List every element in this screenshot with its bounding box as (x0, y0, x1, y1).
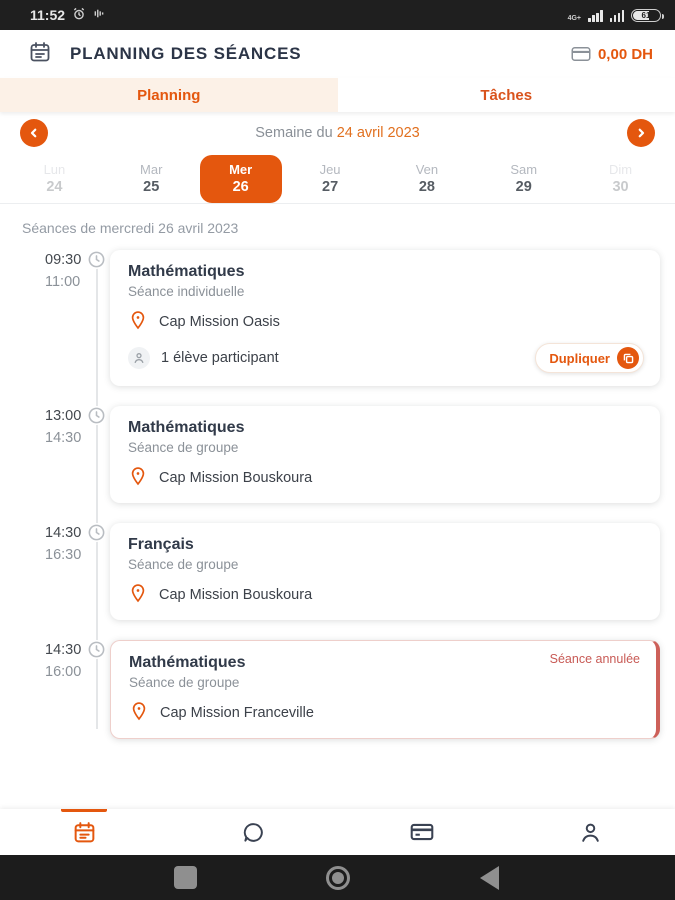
signal-icon-sim2 (610, 10, 625, 22)
wallet-balance[interactable] (571, 46, 653, 63)
back-button[interactable] (414, 866, 566, 890)
week-navigation (0, 112, 675, 154)
location-pin-icon (129, 701, 149, 725)
status-bar (0, 0, 675, 30)
nav-item-payments[interactable] (338, 809, 507, 855)
day-name: Mar (140, 162, 163, 177)
end-time: 16:00 (45, 664, 82, 680)
session-card[interactable] (110, 406, 660, 503)
session-type: Séance de groupe (129, 675, 240, 690)
day-sessions-title: Séances de mercredi 26 avril 2023 (22, 220, 239, 236)
session-location: Cap Mission Oasis (159, 314, 280, 330)
day-number: 27 (322, 179, 339, 195)
previous-week-button[interactable] (20, 119, 48, 147)
nav-item-profile[interactable] (506, 809, 675, 855)
app-body (0, 30, 675, 855)
session-card[interactable] (110, 640, 660, 739)
duplicate-button-label: Dupliquer (549, 350, 610, 366)
session-subject: Mathématiques (128, 419, 245, 436)
nav-item-messages[interactable] (169, 809, 338, 855)
card-icon (409, 819, 435, 845)
day-dim-30[interactable] (572, 156, 669, 202)
cancelled-badge: Séance annulée (549, 652, 640, 666)
day-name: Ven (415, 162, 439, 177)
session-row (0, 250, 675, 386)
session-times (45, 525, 81, 563)
participants-count: 1 élève participant (161, 350, 279, 366)
chevron-right-icon (635, 127, 647, 139)
session-location: Cap Mission Bouskoura (159, 587, 313, 603)
day-mer-26[interactable] (200, 155, 282, 203)
clock-icon (87, 523, 106, 542)
day-number: 30 (612, 179, 629, 195)
session-subject: Français (128, 536, 194, 553)
session-card[interactable] (110, 250, 660, 386)
day-name: Dim (609, 162, 633, 177)
participants-icon (128, 347, 150, 369)
day-number: 28 (418, 179, 435, 195)
end-time: 11:00 (45, 274, 81, 290)
sessions-timeline (0, 242, 675, 739)
status-time: 11:52 (30, 7, 66, 23)
duplicate-button[interactable] (535, 343, 644, 373)
network-type-label: 4G+ (567, 14, 581, 22)
start-time: 14:30 (45, 642, 82, 658)
tab-planning[interactable]: Planning (0, 78, 338, 112)
recents-square-icon (174, 866, 197, 889)
session-type: Séance de groupe (128, 557, 239, 572)
day-lun-24[interactable] (6, 156, 103, 202)
balance-amount: 0,00 DH (597, 45, 653, 63)
day-name: Mer (229, 162, 253, 177)
end-time: 14:30 (45, 430, 82, 446)
alarm-icon (72, 7, 86, 24)
session-location: Cap Mission Bouskoura (159, 470, 313, 486)
session-type: Séance de groupe (128, 440, 239, 455)
chevron-left-icon (28, 127, 40, 139)
day-number: 25 (143, 179, 160, 195)
battery-percent: 61 (641, 10, 651, 20)
session-location: Cap Mission Franceville (160, 705, 314, 721)
session-type: Séance individuelle (128, 284, 245, 299)
location-pin-icon (128, 583, 148, 607)
calendar-icon (72, 820, 97, 845)
session-row (0, 523, 675, 620)
start-time: 13:00 (45, 408, 82, 424)
vibrate-icon (93, 7, 106, 23)
start-time: 09:30 (45, 252, 82, 268)
tab-taches[interactable]: Tâches (338, 78, 675, 112)
android-navigation-bar (0, 855, 675, 900)
active-tab-indicator (61, 809, 107, 812)
day-selector (0, 154, 675, 204)
app-header (0, 30, 675, 78)
home-circle-icon (326, 866, 350, 890)
day-number: 24 (46, 179, 63, 195)
location-pin-icon (128, 466, 148, 490)
session-row (0, 640, 675, 739)
chat-icon (241, 820, 266, 845)
week-date: 24 avril 2023 (336, 125, 420, 141)
clock-icon (87, 406, 106, 425)
home-button[interactable] (262, 866, 414, 890)
back-triangle-icon (480, 866, 499, 890)
page-title: PLANNING DES SÉANCES (70, 44, 302, 63)
tab-bar (0, 78, 675, 112)
person-icon (578, 820, 603, 845)
nav-item-planning[interactable] (0, 809, 169, 855)
clock-icon (87, 250, 106, 269)
session-row (0, 406, 675, 503)
location-pin-icon (128, 310, 148, 334)
session-times (45, 642, 81, 680)
calendar-header-icon (28, 40, 52, 69)
session-times (45, 252, 81, 290)
recents-button[interactable] (110, 866, 262, 889)
day-name: Lun (43, 162, 66, 177)
day-jeu-27[interactable] (282, 156, 379, 202)
day-ven-28[interactable] (378, 156, 475, 202)
session-card[interactable] (110, 523, 660, 620)
day-number: 26 (232, 179, 249, 195)
day-name: Jeu (319, 162, 341, 177)
end-time: 16:30 (45, 547, 82, 563)
day-number: 29 (515, 179, 532, 195)
session-subject: Mathématiques (128, 263, 245, 280)
signal-icon-sim1 (588, 10, 603, 22)
week-label: Semaine du 24 avril 2023 (255, 125, 420, 141)
session-subject: Mathématiques (129, 654, 246, 671)
day-name: Sam (510, 162, 538, 177)
clock-icon (87, 640, 106, 659)
next-week-button[interactable] (627, 119, 655, 147)
bottom-navigation (0, 809, 675, 855)
battery-icon (631, 9, 661, 22)
day-mar-25[interactable] (103, 156, 200, 202)
session-times (45, 408, 81, 446)
duplicate-icon (617, 347, 639, 369)
wallet-icon (571, 46, 591, 62)
start-time: 14:30 (45, 525, 82, 541)
day-sam-29[interactable] (475, 156, 572, 202)
